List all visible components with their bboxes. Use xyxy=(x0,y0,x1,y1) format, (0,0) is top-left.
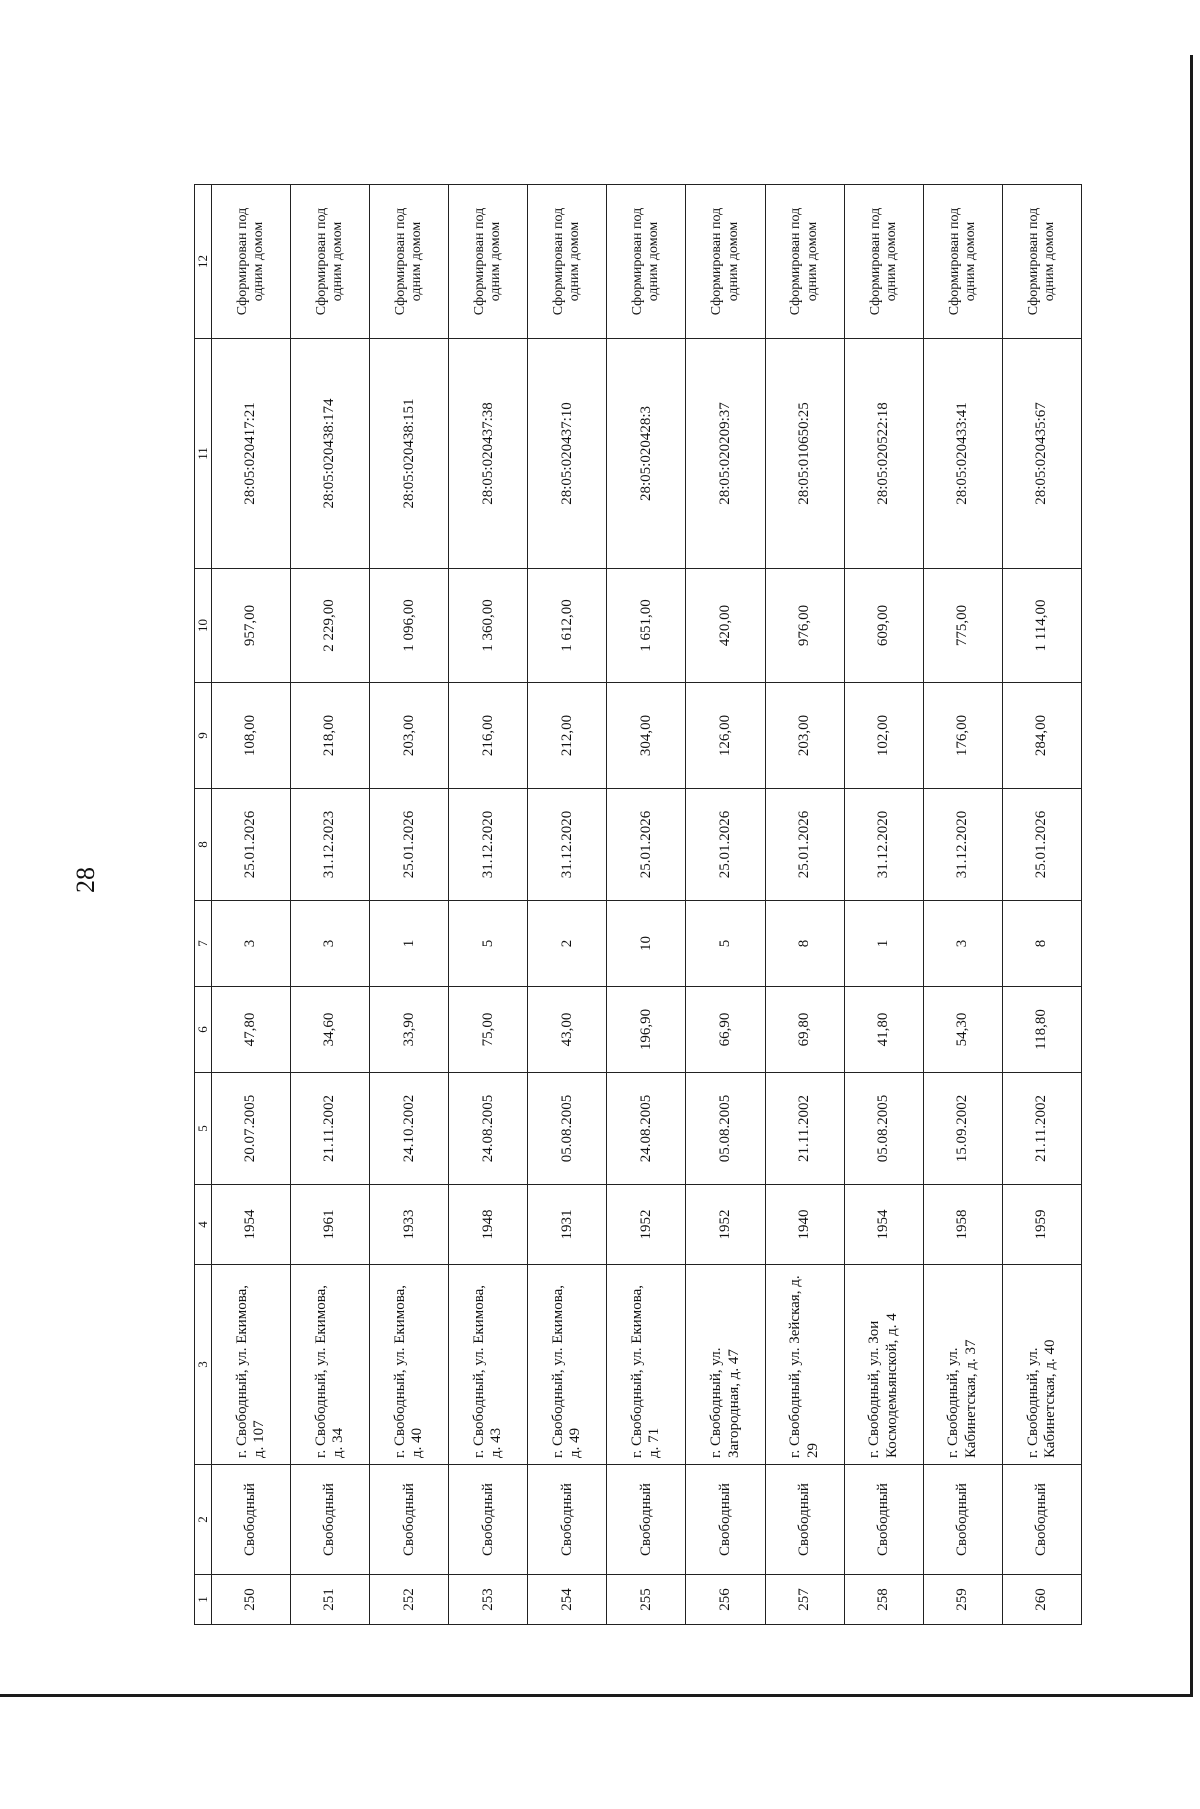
area3-cell: 1 651,00 xyxy=(607,569,686,683)
deadline-cell: 25.01.2026 xyxy=(607,789,686,901)
city-cell: Свободный xyxy=(212,1465,291,1575)
city-cell: Свободный xyxy=(765,1465,844,1575)
residents-cell: 2 xyxy=(528,901,607,987)
city-cell: Свободный xyxy=(528,1465,607,1575)
city-cell: Свободный xyxy=(291,1465,370,1575)
deadline-cell: 31.12.2020 xyxy=(528,789,607,901)
area2-cell: 216,00 xyxy=(449,683,528,789)
area-cell: 43,00 xyxy=(528,987,607,1073)
row-number-cell: 255 xyxy=(607,1575,686,1625)
status-cell: Сформирован под одним домом xyxy=(607,185,686,339)
cadastral-cell: 28:05:010650:25 xyxy=(765,339,844,569)
area-cell: 33,90 xyxy=(370,987,449,1073)
residents-cell: 1 xyxy=(370,901,449,987)
header-row xyxy=(195,185,212,1625)
area3-cell: 609,00 xyxy=(844,569,923,683)
date-cell: 20.07.2005 xyxy=(212,1073,291,1185)
table-row xyxy=(1002,185,1081,1625)
column-header: 12 xyxy=(195,185,212,339)
area2-cell: 304,00 xyxy=(607,683,686,789)
year-cell: 1959 xyxy=(1002,1185,1081,1265)
residents-cell: 3 xyxy=(291,901,370,987)
city-cell: Свободный xyxy=(923,1465,1002,1575)
year-cell: 1954 xyxy=(844,1185,923,1265)
area2-cell: 126,00 xyxy=(686,683,765,789)
area-cell: 118,80 xyxy=(1002,987,1081,1073)
row-number-cell: 260 xyxy=(1002,1575,1081,1625)
residents-cell: 8 xyxy=(1002,901,1081,987)
deadline-cell: 25.01.2026 xyxy=(765,789,844,901)
column-header: 7 xyxy=(195,901,212,987)
area3-cell: 957,00 xyxy=(212,569,291,683)
row-number-cell: 254 xyxy=(528,1575,607,1625)
table-row xyxy=(528,185,607,1625)
row-number-cell: 251 xyxy=(291,1575,370,1625)
year-cell: 1952 xyxy=(607,1185,686,1265)
date-cell: 05.08.2005 xyxy=(528,1073,607,1185)
date-cell: 24.08.2005 xyxy=(607,1073,686,1185)
status-cell: Сформирован под одним домом xyxy=(765,185,844,339)
cadastral-cell: 28:05:020438:174 xyxy=(291,339,370,569)
cadastral-cell: 28:05:020209:37 xyxy=(686,339,765,569)
area-cell: 54,30 xyxy=(923,987,1002,1073)
column-header: 4 xyxy=(195,1185,212,1265)
column-header: 3 xyxy=(195,1265,212,1465)
page-number: 28 xyxy=(71,867,100,893)
cadastral-cell: 28:05:020522:18 xyxy=(844,339,923,569)
column-header: 1 xyxy=(195,1575,212,1625)
area3-cell: 2 229,00 xyxy=(291,569,370,683)
rotated-table-container xyxy=(194,185,1082,1625)
address-cell: г. Свободный, ул. Екимова, д. 40 xyxy=(370,1265,449,1465)
area3-cell: 1 360,00 xyxy=(449,569,528,683)
area2-cell: 218,00 xyxy=(291,683,370,789)
city-cell: Свободный xyxy=(844,1465,923,1575)
row-number-cell: 256 xyxy=(686,1575,765,1625)
date-cell: 21.11.2002 xyxy=(291,1073,370,1185)
deadline-cell: 25.01.2026 xyxy=(370,789,449,901)
area-cell: 47,80 xyxy=(212,987,291,1073)
area3-cell: 1 114,00 xyxy=(1002,569,1081,683)
city-cell: Свободный xyxy=(607,1465,686,1575)
area3-cell: 976,00 xyxy=(765,569,844,683)
table-row xyxy=(607,185,686,1625)
table-row xyxy=(370,185,449,1625)
status-cell: Сформирован под одним домом xyxy=(844,185,923,339)
status-cell: Сформирован под одним домом xyxy=(528,185,607,339)
date-cell: 21.11.2002 xyxy=(765,1073,844,1185)
column-header: 8 xyxy=(195,789,212,901)
city-cell: Свободный xyxy=(370,1465,449,1575)
status-cell: Сформирован под одним домом xyxy=(291,185,370,339)
address-cell: г. Свободный, ул. Екимова, д. 34 xyxy=(291,1265,370,1465)
city-cell: Свободный xyxy=(686,1465,765,1575)
row-number-cell: 252 xyxy=(370,1575,449,1625)
row-number-cell: 253 xyxy=(449,1575,528,1625)
address-cell: г. Свободный, ул. Зои Космодемьянской, д. 4 xyxy=(844,1265,923,1465)
column-header: 9 xyxy=(195,683,212,789)
residents-cell: 8 xyxy=(765,901,844,987)
date-cell: 15.09.2002 xyxy=(923,1073,1002,1185)
cadastral-cell: 28:05:020435:67 xyxy=(1002,339,1081,569)
year-cell: 1958 xyxy=(923,1185,1002,1265)
housing-table xyxy=(194,184,1082,1625)
area-cell: 75,00 xyxy=(449,987,528,1073)
address-cell: г. Свободный, ул. Екимова, д. 43 xyxy=(449,1265,528,1465)
area2-cell: 102,00 xyxy=(844,683,923,789)
date-cell: 24.08.2005 xyxy=(449,1073,528,1185)
cadastral-cell: 28:05:020437:10 xyxy=(528,339,607,569)
deadline-cell: 25.01.2026 xyxy=(1002,789,1081,901)
column-header: 6 xyxy=(195,987,212,1073)
deadline-cell: 31.12.2023 xyxy=(291,789,370,901)
residents-cell: 1 xyxy=(844,901,923,987)
year-cell: 1961 xyxy=(291,1185,370,1265)
scan-border-right xyxy=(1190,55,1193,1695)
deadline-cell: 31.12.2020 xyxy=(449,789,528,901)
residents-cell: 5 xyxy=(449,901,528,987)
cadastral-cell: 28:05:020417:21 xyxy=(212,339,291,569)
year-cell: 1931 xyxy=(528,1185,607,1265)
area2-cell: 212,00 xyxy=(528,683,607,789)
table-row xyxy=(923,185,1002,1625)
residents-cell: 3 xyxy=(212,901,291,987)
area2-cell: 284,00 xyxy=(1002,683,1081,789)
area2-cell: 108,00 xyxy=(212,683,291,789)
row-number-cell: 257 xyxy=(765,1575,844,1625)
row-number-cell: 258 xyxy=(844,1575,923,1625)
status-cell: Сформирован под одним домом xyxy=(370,185,449,339)
table-row xyxy=(291,185,370,1625)
deadline-cell: 31.12.2020 xyxy=(923,789,1002,901)
area-cell: 34,60 xyxy=(291,987,370,1073)
address-cell: г. Свободный, ул. Кабинетская, д. 37 xyxy=(923,1265,1002,1465)
address-cell: г. Свободный, ул. Екимова, д. 107 xyxy=(212,1265,291,1465)
city-cell: Свободный xyxy=(449,1465,528,1575)
area3-cell: 1 612,00 xyxy=(528,569,607,683)
residents-cell: 3 xyxy=(923,901,1002,987)
year-cell: 1940 xyxy=(765,1185,844,1265)
row-number-cell: 250 xyxy=(212,1575,291,1625)
column-header: 10 xyxy=(195,569,212,683)
deadline-cell: 25.01.2026 xyxy=(686,789,765,901)
area-cell: 41,80 xyxy=(844,987,923,1073)
cadastral-cell: 28:05:020437:38 xyxy=(449,339,528,569)
column-header: 11 xyxy=(195,339,212,569)
cadastral-cell: 28:05:020438:151 xyxy=(370,339,449,569)
area2-cell: 203,00 xyxy=(765,683,844,789)
area2-cell: 176,00 xyxy=(923,683,1002,789)
deadline-cell: 25.01.2026 xyxy=(212,789,291,901)
year-cell: 1948 xyxy=(449,1185,528,1265)
address-cell: г. Свободный, ул. Екимова, д. 71 xyxy=(607,1265,686,1465)
area-cell: 69,80 xyxy=(765,987,844,1073)
scan-border-bottom xyxy=(0,1694,1193,1697)
date-cell: 21.11.2002 xyxy=(1002,1073,1081,1185)
area-cell: 196,90 xyxy=(607,987,686,1073)
column-header: 5 xyxy=(195,1073,212,1185)
address-cell: г. Свободный, ул. Кабинетская, д. 40 xyxy=(1002,1265,1081,1465)
deadline-cell: 31.12.2020 xyxy=(844,789,923,901)
area2-cell: 203,00 xyxy=(370,683,449,789)
residents-cell: 10 xyxy=(607,901,686,987)
year-cell: 1952 xyxy=(686,1185,765,1265)
area3-cell: 775,00 xyxy=(923,569,1002,683)
residents-cell: 5 xyxy=(686,901,765,987)
city-cell: Свободный xyxy=(1002,1465,1081,1575)
status-cell: Сформирован под одним домом xyxy=(923,185,1002,339)
date-cell: 05.08.2005 xyxy=(686,1073,765,1185)
table-row xyxy=(686,185,765,1625)
table-row xyxy=(844,185,923,1625)
table-row xyxy=(449,185,528,1625)
area3-cell: 1 096,00 xyxy=(370,569,449,683)
status-cell: Сформирован под одним домом xyxy=(686,185,765,339)
year-cell: 1954 xyxy=(212,1185,291,1265)
table-row xyxy=(765,185,844,1625)
date-cell: 05.08.2005 xyxy=(844,1073,923,1185)
status-cell: Сформирован под одним домом xyxy=(212,185,291,339)
table-row xyxy=(212,185,291,1625)
date-cell: 24.10.2002 xyxy=(370,1073,449,1185)
cadastral-cell: 28:05:020428:3 xyxy=(607,339,686,569)
address-cell: г. Свободный, ул. Зейская, д. 29 xyxy=(765,1265,844,1465)
address-cell: г. Свободный, ул. Загородная, д. 47 xyxy=(686,1265,765,1465)
column-header: 2 xyxy=(195,1465,212,1575)
area3-cell: 420,00 xyxy=(686,569,765,683)
area-cell: 66,90 xyxy=(686,987,765,1073)
status-cell: Сформирован под одним домом xyxy=(1002,185,1081,339)
address-cell: г. Свободный, ул. Екимова, д. 49 xyxy=(528,1265,607,1465)
row-number-cell: 259 xyxy=(923,1575,1002,1625)
year-cell: 1933 xyxy=(370,1185,449,1265)
cadastral-cell: 28:05:020433:41 xyxy=(923,339,1002,569)
status-cell: Сформирован под одним домом xyxy=(449,185,528,339)
